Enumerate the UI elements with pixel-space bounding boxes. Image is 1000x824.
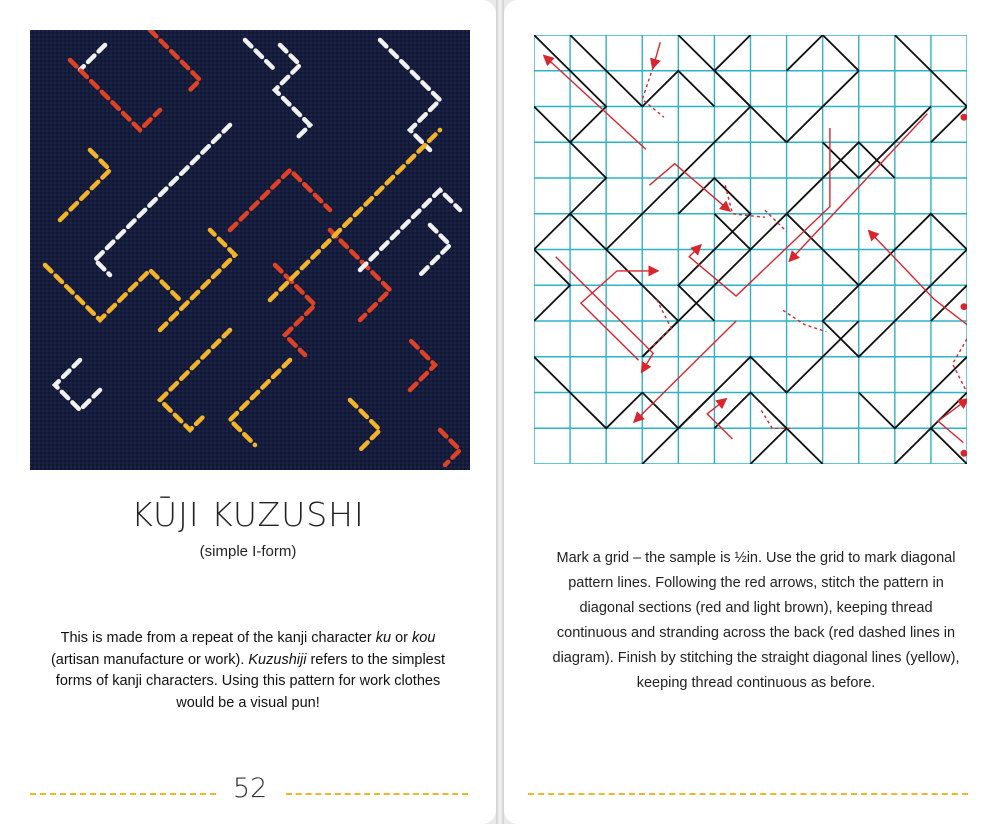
instructions-text: Mark a grid – the sample is ½in. Use the grid to mark diagonal pattern lines. Following the red arrows, stitch the pattern in diagonal sections (red and light brown), keeping thread continuous and stranding across the back (red dashed lines in diagram). Finish by stitching the straight diagonal lines (yellow), keeping thread continuous as before. [552,550,960,691]
stitch-grid-diagram [534,35,967,464]
description-run: ku [375,630,392,646]
right-page [504,0,1000,824]
pattern-subtitle: (simple I-form) [199,543,297,560]
description-run: Kuzushiji [248,651,307,668]
book-gutter [496,0,504,824]
description-run: (artisan manufacture or work). [50,651,249,668]
fabric-background [30,30,470,470]
footer-rule-right [286,793,468,795]
left-page [0,0,496,824]
footer-rule [528,793,968,795]
pattern-description [40,628,456,714]
description-run: kou [412,630,436,646]
pattern-title: KŪJI KUZUSHI [131,495,365,534]
description-run: This is made from a repeat of the kanji character [60,630,376,646]
footer-rule-left [30,793,216,795]
description-run: or [391,630,412,646]
sashiko-sample-photo [30,30,470,470]
page-number: 52 [232,773,268,804]
description-run: refers to the simplest forms of kanji characters. Using this pattern for work clothes would be a visual pun! [55,651,446,711]
